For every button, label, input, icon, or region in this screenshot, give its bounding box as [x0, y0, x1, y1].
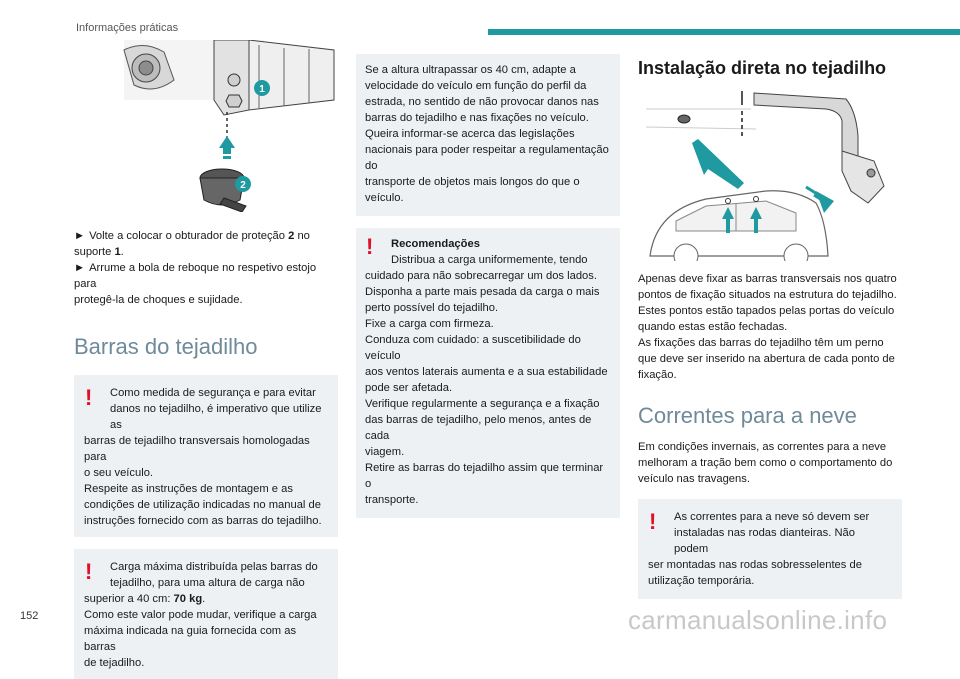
- column-1: [74, 40, 338, 679]
- step-1: ► Volte a colocar o obturador de proteção 2 no: [74, 230, 310, 242]
- step-1-cont: suporte 1.: [74, 246, 124, 258]
- snow-chains-paragraph: Em condições invernais, as correntes para a neve melhoram a tração bem como o comportamento do veículo nas travagens.: [638, 441, 893, 485]
- header-section-title: Informações práticas: [76, 22, 179, 34]
- step-arrow-icon: ►: [74, 230, 86, 242]
- callout-2-label: 2: [240, 180, 246, 191]
- recommendations-box: ! Recomendações Distribua a carga uniformemente, tendo cuidado para não sobrecarregar um dos lados. Disponha a parte mais pesada da carga o mais perto possível do tejadilho. Fixe a carga com firmeza. Conduza com cuidado: a suscetibilidade do veículo aos ventos laterais aumenta e a sua estabilidade pode ser afetada. Verifique regularmente a segurança e a fixação das barras de tejadilho, pelo menos, antes de cada viagem. Retire as barras do tejadilho assim que terminar o transporte.: [356, 228, 620, 518]
- column-2: [356, 54, 620, 518]
- warning-icon: !: [85, 385, 93, 410]
- installation-paragraph: Apenas deve fixar as barras transversais nos quatro pontos de fixação situados na estrutura do tejadilho. Estes pontos estão tapados pelas portas do veículo quando estas estão fechadas. As fixações das barras do tejadilho têm um perno que deve ser inserido na abertura de cada ponto de fixação.: [638, 273, 897, 381]
- info-box-speed: Se a altura ultrapassar os 40 cm, adapte a velocidade do veículo em função do perfil da estrada, no sentido de não provocar danos nas barras do tejadilho e nas fixações no veículo. Queira informar-se acerca das legislações nacionais para poder respeitar a regulamentação do transporte de objetos mais longos do que o veículo.: [356, 54, 620, 216]
- warning-icon: !: [85, 559, 93, 584]
- warning-box-snow-chains: ! As correntes para a neve só devem ser instaladas nas rodas dianteiras. Não podem ser montadas nas rodas sobresselentes de utilização temporária.: [638, 499, 902, 599]
- section-heading-direct-install: Instalação direta no tejadilho: [638, 58, 887, 78]
- warning-icon: !: [649, 509, 657, 534]
- page-number: 152: [20, 610, 39, 622]
- section-heading-snow-chains: Correntes para a neve: [638, 403, 857, 428]
- column-3: [638, 58, 902, 599]
- instruction-steps: [74, 228, 338, 308]
- step-2-cont: protegê-la de choques e sujidade.: [74, 294, 243, 306]
- watermark: carmanualsonline.info: [628, 605, 888, 635]
- tow-ball-illustration: [74, 40, 338, 212]
- step-arrow-icon: ►: [74, 262, 86, 274]
- step-2: ► Arrume a bola de reboque no respetivo estojo para: [74, 262, 317, 290]
- callout-1-label: 1: [259, 84, 265, 95]
- warning-box-homologated-bars: ! Como medida de segurança e para evitar danos no tejadilho, é imperativo que utilize as barras de tejadilho transversais homologadas para o seu veículo. Respeite as instruções de montagem e as condições de utilização indicadas no manual de instruções fornecido com as barras do tejadilho.: [74, 375, 338, 537]
- warning-box-max-load: ! Carga máxima distribuída pelas barras do tejadilho, para uma altura de carga não superior a 40 cm: 70 kg. Como este valor pode mudar, verifique a carga máxima indicada na guia fornecida com as barras de tejadilho.: [74, 549, 338, 679]
- header-accent-bar: [488, 29, 960, 35]
- section-heading-roof-bars: Barras do tejadilho: [74, 334, 258, 359]
- warning-icon: !: [366, 234, 374, 259]
- roof-mounting-illustration: [646, 91, 906, 261]
